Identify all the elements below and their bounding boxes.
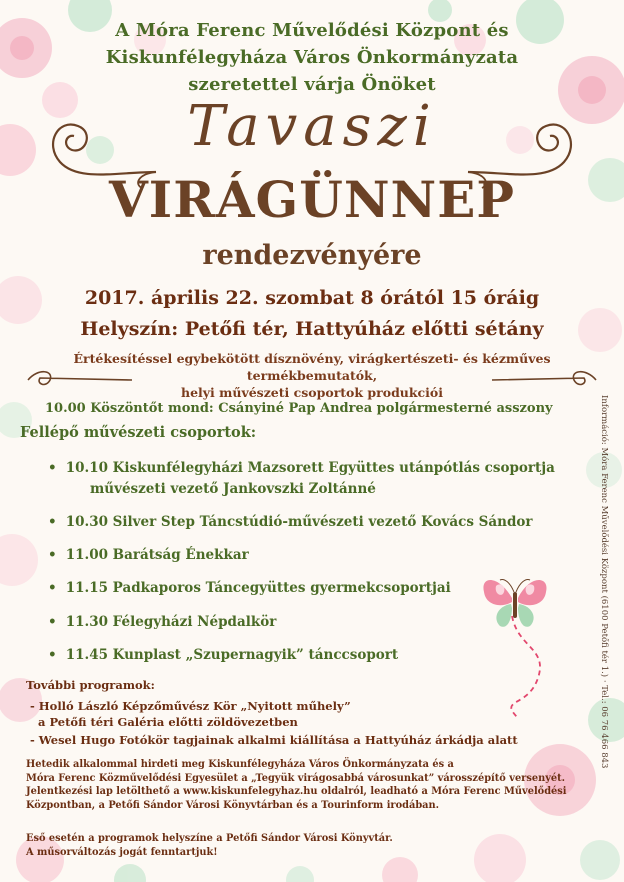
invitation-line: szeretettel várja Önöket (188, 74, 436, 95)
organizer-line-2: Kiskunfélegyháza Város Önkormányzata (105, 47, 519, 68)
performers-heading: Fellépő művészeti csoportok: (20, 424, 257, 441)
performance-item (48, 645, 398, 666)
bullet: • (48, 514, 57, 530)
more-program-item-1 (30, 698, 351, 730)
description-line-1: Értékesítéssel egybekötött dísznövény, virágkertészeti- és kézműves termékbemutatók, (73, 351, 551, 383)
bullet: • (48, 647, 57, 663)
footer-line: A műsorváltozás jogát fenntartjuk! (26, 846, 218, 858)
competition-line: Hetedik alkalommal hirdeti meg Kiskunfélegyháza Város Önkormányzata és a (26, 759, 454, 770)
performance-subtext: művészeti vezető Jankovszki Zoltánné (90, 481, 376, 497)
performance-text: 11.15 Padkaporos Táncegyüttes gyermekcsoportjai (65, 580, 451, 596)
title-main: VIRÁGÜNNEP (109, 170, 515, 229)
description-line-2: helyi művészeti csoportok produkciói (180, 385, 444, 400)
competition-line: Móra Ferenc Közművelődési Egyesület a „Tegyük virágosabbá városunkat” városszépítő versenyét. (26, 772, 566, 784)
footer-line: Eső esetén a programok helyszíne a Petőfi Sándor Városi Könyvtár. (26, 833, 393, 844)
performance-text: 11.45 Kunplast „Szupernagyik” tánccsoport (65, 647, 399, 663)
divider-swirl-right (490, 366, 600, 390)
performance-item (48, 458, 555, 500)
performance-text: 10.30 Silver Step Táncstúdió-művészeti vezető Kovács Sándor (65, 514, 533, 530)
bullet: • (48, 460, 57, 476)
bullet: • (48, 547, 57, 563)
divider-swirl-left (24, 366, 134, 390)
performance-text: 10.10 Kiskunfélegyházi Mazsorett Együttes utánpótlás csoportja (65, 460, 555, 476)
bullet: • (48, 580, 57, 596)
performance-item (48, 512, 533, 533)
performance-text: 11.30 Félegyházi Népdalkör (65, 614, 277, 630)
more-program-line: a Petőfi téri Galéria előtti zöldövezetben (38, 715, 298, 729)
performance-item (48, 612, 276, 633)
competition-line: Jelentkezési lap letölthető a www.kiskunfelegyhaz.hu oldalról, leadható a Móra Ferenc Művelődési (26, 786, 567, 797)
footer-note (26, 832, 596, 859)
more-programs-heading: További programok: (26, 678, 155, 692)
side-info: Információ: Móra Ferenc Művelődési Központ (6100 Petőfi tér 1.) · Tel.: 06 76 466 843 (599, 395, 609, 769)
organizer-line-1: A Móra Ferenc Művelődési Központ és (115, 20, 509, 41)
competition-line: Központban, a Petőfi Sándor Városi Könyvtárban és a Tourinform irodában. (26, 799, 440, 811)
event-place: Helyszín: Petőfi tér, Hattyúház előtti sétány (80, 318, 544, 340)
butterfly-icon (478, 548, 598, 728)
bullet: • (48, 614, 57, 630)
event-date: 2017. április 22. szombat 8 órától 15 óráig (84, 287, 540, 309)
competition-note (26, 758, 596, 812)
welcome-speech: 10.00 Köszöntőt mond: Csányiné Pap Andrea polgármesterné asszony (45, 401, 553, 416)
performance-item (48, 578, 451, 599)
more-program-item-2: - Wesel Hugo Fotókör tagjainak alkalmi kiállítása a Hattyúház árkádja alatt (30, 733, 518, 747)
performance-item (48, 545, 249, 566)
performance-text: 11.00 Barátság Énekkar (65, 547, 249, 563)
title-sub: rendezvényére (202, 240, 422, 271)
more-program-line: - Holló László Képzőművész Kör „Nyitott műhely” (30, 699, 351, 713)
title-script: Tavaszi (187, 94, 437, 159)
